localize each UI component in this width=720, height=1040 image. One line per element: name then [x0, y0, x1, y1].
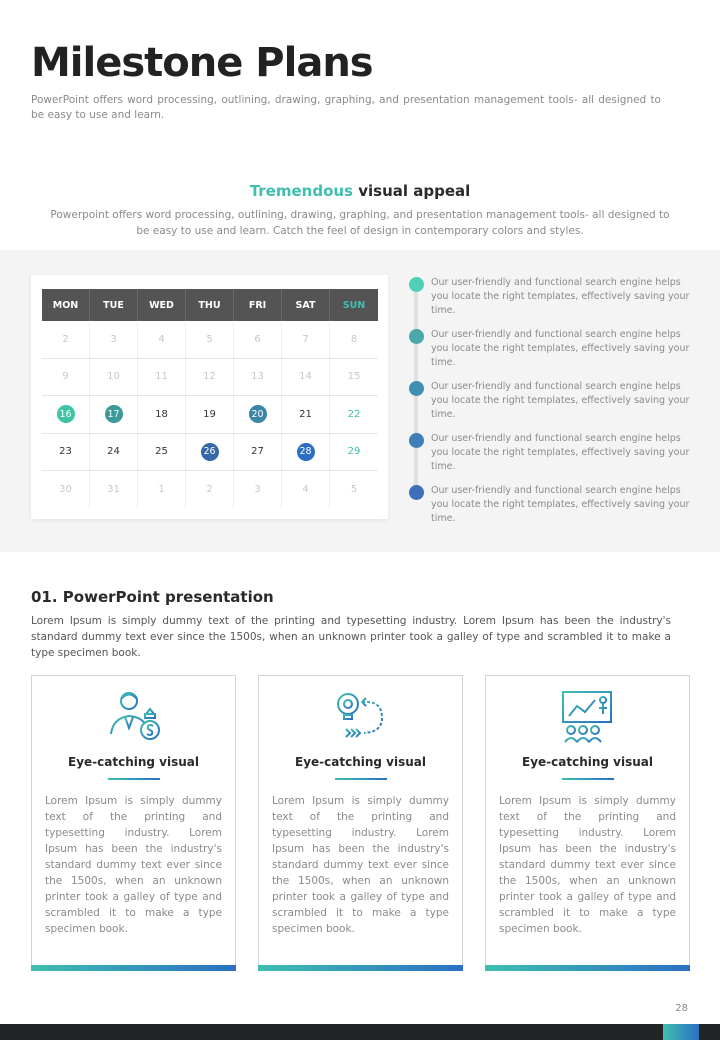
idea-target-icon: [332, 688, 390, 746]
timeline-item: [409, 432, 690, 472]
calendar-day[interactable]: 2: [42, 321, 90, 358]
timeline-dot: [409, 329, 424, 344]
calendar-day[interactable]: 31: [90, 471, 138, 509]
calendar-day[interactable]: [90, 396, 138, 433]
calendar-day[interactable]: 3: [234, 471, 282, 509]
calendar-day[interactable]: 9: [42, 359, 90, 396]
timeline-dot: [409, 485, 424, 500]
card-underline: [562, 778, 614, 780]
calendar-week: [42, 321, 378, 359]
calendar-week: [42, 359, 378, 397]
feature-card: [31, 675, 236, 971]
card-accent-bar: [258, 965, 463, 971]
page-subtitle: PowerPoint offers word processing, outlining, drawing, graphing, and presentation management tools- all designed to be easy to use and learn.: [31, 94, 661, 121]
timeline-text: Our user-friendly and functional search engine helps you locate the right templates, effectively saving your time.: [431, 433, 690, 472]
timeline-text: Our user-friendly and functional search engine helps you locate the right templates, effectively saving your time.: [431, 277, 690, 316]
feature-card: [485, 675, 690, 971]
calendar-day[interactable]: 25: [138, 434, 186, 471]
appeal-heading-rest: visual appeal: [358, 182, 471, 200]
presentation-board-icon: [559, 688, 617, 746]
calendar-day[interactable]: 4: [138, 321, 186, 358]
appeal-description: Powerpoint offers word processing, outlining, drawing, graphing, and presentation management tools- all designed to be easy to use and learn. Catch the feel of design in contemporary colors and styles.: [50, 209, 670, 237]
calendar-day[interactable]: 2: [186, 471, 234, 509]
calendar-day[interactable]: 23: [42, 434, 90, 471]
calendar-day[interactable]: 18: [138, 396, 186, 433]
timeline-dot: [409, 277, 424, 292]
timeline-dot: [409, 433, 424, 448]
calendar-day[interactable]: 14: [282, 359, 330, 396]
feature-card: [258, 675, 463, 971]
day-header: MON: [42, 289, 90, 321]
calendar-day[interactable]: 7: [282, 321, 330, 358]
calendar-week: [42, 434, 378, 472]
calendar-day[interactable]: 30: [42, 471, 90, 509]
timeline-item: [409, 276, 690, 316]
calendar-day[interactable]: 24: [90, 434, 138, 471]
day-header: TUE: [90, 289, 138, 321]
calendar-week: [42, 396, 378, 434]
timeline-dot: [409, 381, 424, 396]
calendar-day[interactable]: [234, 396, 282, 433]
calendar-day[interactable]: 19: [186, 396, 234, 433]
day-header: WED: [138, 289, 186, 321]
day-header: SUN: [342, 299, 366, 311]
timeline-text: Our user-friendly and functional search engine helps you locate the right templates, effectively saving your time.: [431, 381, 690, 420]
section-body: Lorem Ipsum is simply dummy text of the printing and typesetting industry. Lorem Ipsum has been the industry's standard dummy text ever since the 1500s, when an unknown printer took a galley of type and scrambled it to make a type specimen book.: [31, 615, 671, 659]
page-title: Milestone Plans: [31, 40, 373, 86]
calendar-day[interactable]: 12: [186, 359, 234, 396]
calendar-grid: [42, 321, 378, 509]
card-text: Lorem Ipsum is simply dummy text of the printing and typesetting industry. Lorem Ipsum has been the industry's standard dummy text ever since the 1500s, when an unknown printer took a galley of type and scrambled it to make a type specimen book.: [272, 795, 449, 935]
timeline-item: [409, 380, 690, 420]
card-text: Lorem Ipsum is simply dummy text of the printing and typesetting industry. Lorem Ipsum has been the industry's standard dummy text ever since the 1500s, when an unknown printer took a galley of type and scrambled it to make a type specimen book.: [45, 795, 222, 935]
calendar-day[interactable]: 15: [347, 371, 361, 383]
calendar: [42, 289, 378, 509]
calendar-week: [42, 471, 378, 509]
businessman-money-icon: [105, 688, 163, 746]
page-number: 28: [675, 1003, 688, 1014]
timeline-text: Our user-friendly and functional search engine helps you locate the right templates, effectively saving your time.: [431, 329, 690, 368]
card-underline: [108, 778, 160, 780]
calendar-day[interactable]: 6: [234, 321, 282, 358]
calendar-header: [42, 289, 378, 321]
calendar-day[interactable]: 3: [90, 321, 138, 358]
card-text: Lorem Ipsum is simply dummy text of the printing and typesetting industry. Lorem Ipsum has been the industry's standard dummy text ever since the 1500s, when an unknown printer took a galley of type and scrambled it to make a type specimen book.: [499, 795, 676, 935]
calendar-day[interactable]: 10: [90, 359, 138, 396]
calendar-day[interactable]: 21: [282, 396, 330, 433]
milestone-day-badge: 20: [249, 405, 267, 423]
calendar-day[interactable]: 4: [282, 471, 330, 509]
calendar-day[interactable]: 27: [234, 434, 282, 471]
day-header: SAT: [282, 289, 330, 321]
card-underline: [335, 778, 387, 780]
card-title: Eye-catching visual: [295, 755, 426, 769]
card-accent-bar: [31, 965, 236, 971]
calendar-day[interactable]: 13: [234, 359, 282, 396]
milestone-day-badge: 17: [105, 405, 123, 423]
calendar-day[interactable]: 5: [350, 484, 358, 496]
card-accent-bar: [485, 965, 690, 971]
day-header: FRI: [234, 289, 282, 321]
calendar-day[interactable]: 11: [138, 359, 186, 396]
timeline-item: [409, 484, 690, 524]
appeal-heading-accent: Tremendous: [249, 182, 353, 200]
calendar-day[interactable]: [42, 396, 90, 433]
timeline-text: Our user-friendly and functional search engine helps you locate the right templates, effectively saving your time.: [431, 485, 690, 524]
calendar-day[interactable]: 8: [350, 333, 358, 345]
calendar-day[interactable]: 1: [138, 471, 186, 509]
calendar-day[interactable]: 5: [186, 321, 234, 358]
calendar-card: [31, 275, 388, 519]
calendar-day[interactable]: 22: [347, 408, 361, 420]
footer-bar: [0, 1024, 720, 1040]
card-title: Eye-catching visual: [68, 755, 199, 769]
milestone-day-badge: 26: [201, 443, 219, 461]
timeline-item: [409, 328, 690, 368]
calendar-day[interactable]: [282, 434, 330, 471]
calendar-day[interactable]: [186, 434, 234, 471]
appeal-heading: [0, 182, 720, 200]
milestone-day-badge: 28: [297, 443, 315, 461]
calendar-day[interactable]: 29: [347, 446, 361, 458]
card-title: Eye-catching visual: [522, 755, 653, 769]
section-title: 01. PowerPoint presentation: [31, 588, 274, 606]
footer-accent: [663, 1024, 699, 1040]
milestone-day-badge: 16: [57, 405, 75, 423]
day-header: THU: [186, 289, 234, 321]
